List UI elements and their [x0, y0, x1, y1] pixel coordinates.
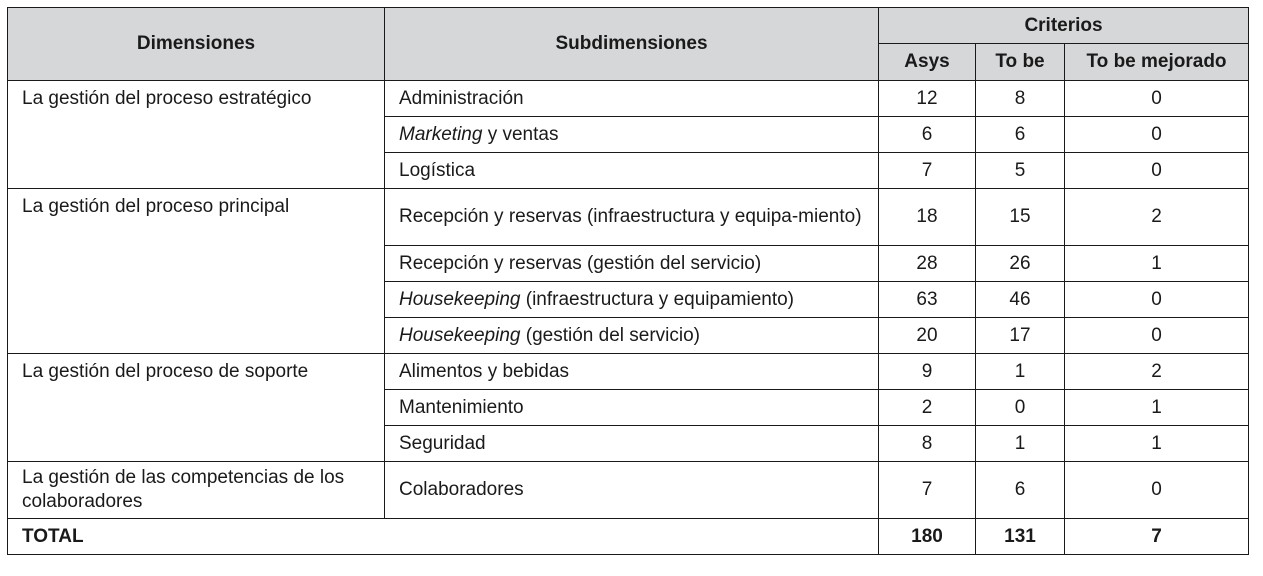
subdimension-cell: Seguridad [385, 426, 879, 462]
to-be-cell: 26 [976, 246, 1065, 282]
table-row [8, 81, 1249, 117]
to-be-mejorado-cell: 1 [1065, 390, 1249, 426]
to-be-cell: 46 [976, 282, 1065, 318]
asys-cell: 2 [879, 390, 976, 426]
to-be-mejorado-cell: 1 [1065, 246, 1249, 282]
to-be-cell: 15 [976, 189, 1065, 246]
to-be-mejorado-cell: 0 [1065, 462, 1249, 519]
subdimension-cell: Alimentos y bebidas [385, 354, 879, 390]
asys-cell: 28 [879, 246, 976, 282]
header-criteria: Criterios [879, 8, 1249, 44]
asys-cell: 18 [879, 189, 976, 246]
to-be-mejorado-cell: 1 [1065, 426, 1249, 462]
total-asys: 180 [879, 519, 976, 555]
asys-cell: 20 [879, 318, 976, 354]
criteria-table [7, 7, 1249, 555]
header-asys: Asys [879, 44, 976, 81]
asys-cell: 63 [879, 282, 976, 318]
dimension-cell: La gestión del proceso estratégico [8, 81, 385, 189]
subdimension-cell: Recepción y reservas (infraestructura y equipa-miento) [385, 189, 879, 246]
header-to-be: To be [976, 44, 1065, 81]
asys-cell: 9 [879, 354, 976, 390]
subdimension-cell: Logística [385, 153, 879, 189]
subdimension-cell: Marketing y ventas [385, 117, 879, 153]
to-be-mejorado-cell: 0 [1065, 318, 1249, 354]
to-be-cell: 8 [976, 81, 1065, 117]
asys-cell: 7 [879, 462, 976, 519]
total-label: TOTAL [8, 519, 879, 555]
to-be-cell: 17 [976, 318, 1065, 354]
total-to-be-mejorado: 7 [1065, 519, 1249, 555]
to-be-mejorado-cell: 0 [1065, 282, 1249, 318]
header-subdimensions: Subdimensiones [385, 8, 879, 81]
to-be-cell: 0 [976, 390, 1065, 426]
dimension-cell: La gestión del proceso de soporte [8, 354, 385, 462]
dimension-cell: La gestión del proceso principal [8, 189, 385, 354]
subdimension-cell: Recepción y reservas (gestión del servicio) [385, 246, 879, 282]
asys-cell: 8 [879, 426, 976, 462]
header-to-be-mejorado: To be mejorado [1065, 44, 1249, 81]
subdimension-cell: Mantenimiento [385, 390, 879, 426]
total-to-be: 131 [976, 519, 1065, 555]
subdimension-cell: Administración [385, 81, 879, 117]
to-be-cell: 1 [976, 426, 1065, 462]
to-be-cell: 5 [976, 153, 1065, 189]
to-be-mejorado-cell: 0 [1065, 117, 1249, 153]
dimension-cell: La gestión de las competencias de los colaboradores [8, 462, 385, 519]
table-row [8, 462, 1249, 519]
to-be-mejorado-cell: 0 [1065, 153, 1249, 189]
to-be-cell: 6 [976, 117, 1065, 153]
table-row [8, 354, 1249, 390]
header-dimensions: Dimensiones [8, 8, 385, 81]
total-row [8, 519, 1249, 555]
subdimension-cell: Housekeeping (gestión del servicio) [385, 318, 879, 354]
to-be-cell: 6 [976, 462, 1065, 519]
table-row [8, 189, 1249, 246]
to-be-mejorado-cell: 2 [1065, 189, 1249, 246]
subdimension-cell: Housekeeping (infraestructura y equipamiento) [385, 282, 879, 318]
asys-cell: 6 [879, 117, 976, 153]
asys-cell: 7 [879, 153, 976, 189]
to-be-cell: 1 [976, 354, 1065, 390]
subdimension-cell: Colaboradores [385, 462, 879, 519]
asys-cell: 12 [879, 81, 976, 117]
to-be-mejorado-cell: 2 [1065, 354, 1249, 390]
to-be-mejorado-cell: 0 [1065, 81, 1249, 117]
